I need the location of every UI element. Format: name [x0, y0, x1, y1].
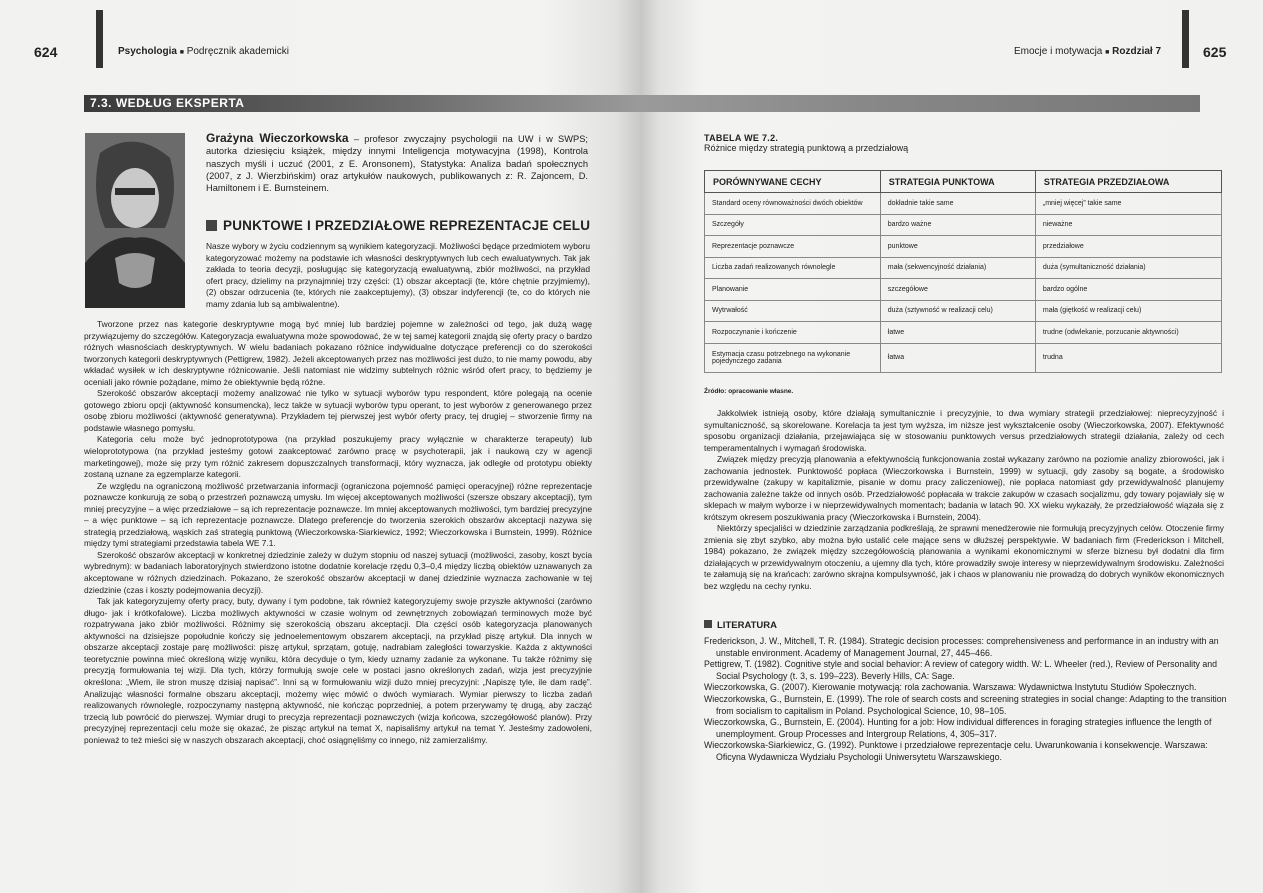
- running-head-subtitle: Podręcznik akademicki: [186, 46, 289, 57]
- table-cell: bardzo ogólne: [1035, 279, 1221, 301]
- table-cell: Standard oceny równoważności dwóch obiektów: [705, 193, 881, 215]
- reference-item: Pettigrew, T. (1982). Cognitive style and social behavior: A review of category width. W: L. Wheeler (red.), Review of Personality and Social Psychology (t. 3, s. 199–223). Beverly Hills, CA: Sage.: [704, 659, 1218, 681]
- table-cell: Rozpoczynanie i kończenie: [705, 322, 881, 344]
- table-cell: punktowe: [880, 236, 1035, 258]
- reference-item: Wieczorkowska, G., Burnstein, E. (2004). Hunting for a job: How individual differences in foraging strategies influence the length of unemployment. Group Processes and Intergroup Relations, 4, 305–317.: [704, 717, 1212, 739]
- table-row: [705, 193, 1222, 215]
- table-cell: Szczegóły: [705, 214, 881, 236]
- table-header-cell: STRATEGIA PRZEDZIAŁOWA: [1035, 171, 1221, 193]
- right-page: [640, 0, 1263, 893]
- table-row: [705, 322, 1222, 344]
- section-bar-continuation: [640, 95, 1200, 112]
- table-cell: trudne (odwlekanie, porzucanie aktywności): [1035, 322, 1221, 344]
- table-row: [705, 279, 1222, 301]
- table-label: TABELA WE 7.2.: [704, 133, 779, 143]
- body-paragraph: Związek między precyzją planowania a efektywnością funkcjonowania został wykazany zarówno na poziomie analizy zbiorowości, jak i zachowania jednostek. Punktowość popłaca (Wieczorkowska i Burnstein, 1999) w sytuacji, gdy zasoby są bogate, a środowisko przewidywalne (zakupy w kapitalizmie, pisanie w domu pracy zaliczeniowej), nie popłaca natomiast gdy przewidywalność planujemy zachowania zależne także od innych osób. Przedziałowość popłacała w trakcie zakupów w czasach socjalizmu, gdy towary pojawiały się w sklepach w małym wyborze i w nieprzewidywalnych momentach; badania w latach 90. XX wieku wykazały, że przedziałowość wiązała się z krótszym okresem poszukiwania pracy (Wieczorkowska i Burnstein, 2004).: [704, 454, 1224, 522]
- literature-heading: [704, 620, 777, 631]
- section-label: 7.3. WEDŁUG EKSPERTA: [84, 95, 640, 112]
- literature-heading-text: LITERATURA: [717, 620, 777, 631]
- table-cell: Liczba zadań realizowanych równolegle: [705, 257, 881, 279]
- author-name: Grażyna Wieczorkowska: [206, 131, 349, 145]
- table-source: Źródło: opracowanie własne.: [704, 388, 794, 395]
- table-cell: duża (sztywność w realizacji celu): [880, 300, 1035, 322]
- table-caption: [704, 133, 908, 153]
- running-head-title: Psychologia: [118, 46, 177, 57]
- right-body-text: [704, 408, 1224, 592]
- running-head-right: [1014, 46, 1161, 57]
- heading-square-icon: [206, 220, 217, 231]
- author-photo: [85, 133, 185, 308]
- table-cell: duża (symultaniczność działania): [1035, 257, 1221, 279]
- page-number-right: 625: [1203, 44, 1227, 60]
- table-cell: mała (giętkość w realizacji celu): [1035, 300, 1221, 322]
- comparison-table: [704, 170, 1222, 373]
- article-heading-text: PUNKTOWE I PRZEDZIAŁOWE REPREZENTACJE CELU: [223, 218, 591, 233]
- author-portrait-image: [85, 133, 185, 308]
- running-head-chapter-title: Emocje i motywacja: [1014, 46, 1103, 57]
- table-cell: dokładnie takie same: [880, 193, 1035, 215]
- table-cell: trudna: [1035, 343, 1221, 372]
- running-head-separator: ■: [1105, 49, 1110, 56]
- author-bio-text: – profesor zwyczajny psychologii na UW i w SWPS; autorka dziesięciu książek, między innymi Inteligencja motywacyjna (1998), Kontrola naszych myśli i uczuć (2001, z E. Aronsonem), Statystyka: Analiza badań społecznych (2007, z J. Wierzbińskim) oraz artykułów naukowych, publikowanych z: R. Zajoncem, D. Hamiltonem i E. Burnsteinem.: [206, 134, 589, 194]
- table-cell: łatwa: [880, 343, 1035, 372]
- table-header-cell: PORÓWNYWANE CECHY: [705, 171, 881, 193]
- reference-item: Wieczorkowska-Siarkiewicz, G. (1992). Punktowe i przedziałowe reprezentacje celu. Uwarunkowania i konsekwencje. Warszawa: Oficyna Wydawnicza Wydziału Psychologii Uniwersytetu Warszawskiego.: [704, 740, 1208, 762]
- body-paragraph: Jakkolwiek istnieją osoby, które działają symultanicznie i precyzyjnie, to dwa wymiary strategii przedziałowej: nieprecyzyjność i symultaniczność, są skorelowane. Korelacja ta jest tym wyższa, im niższe jest wykształcenie osoby (Wieczorkowska, 2007). Efektywność sposobu organizacji działania, przejawiająca się w stosowaniu punktowych versus przedziałowych strategii działania, zależy od cech temperamentalnych i wymagań środowiska.: [704, 408, 1224, 453]
- table-header-row: [705, 171, 1222, 193]
- table-row: [705, 300, 1222, 322]
- heading-square-icon: [704, 620, 712, 628]
- body-paragraph: Szerokość obszarów akceptacji możemy analizować nie tylko w sytuacji wyborów typu respondent, które polegają na ocenie gotowego zbioru opcji (aktywność konsumencka), lecz także w sytuacji wyborów typu operant, to jest wyborów z generowanego przez osobę zbioru możliwości (aktywność generatywna). Przykładem tej pierwszej jest wybór oferty pracy, tej drugiej – stworzenie firmy na podstawie własnego pomysłu.: [84, 388, 592, 433]
- body-paragraph: Tak jak kategoryzujemy oferty pracy, buty, dywany i tym podobne, tak również kategoryzujemy swoje przyszłe aktywności (zarówno długo- jak i krótkofalowe). Liczba możliwych aktywności w czasie wolnym od zewnętrznych zobowiązań terminowych może być rozpatrywana jako zbiór możliwości. Różnimy się szerokością obszaru akceptacji. Dla części osób kategoryzacja planowanych aktywności na dzisiejsze popołudnie kończy się jednoelementowym obszarem akceptacji, na przykład piszę artykuł. Dla innych w obszarze akceptacji zostaje parę możliwości: piszę artykuł, sprzątam, gotuję, nadrabiam zaległości towarzyskie. Każda z aktywności teoretycznie powinna mieć określoną wizję wyniku, która decyduje o tym, kiedy uznamy zadanie za wykonane. Tu także różnimy się precyzją formułowania tej wizji. Dla tych, którzy formułują swoje cele w postaci jasno określonych zadań, wizja jest precyzyjnie określona: „Wiem, ile stron muszę dzisiaj napisać”. Inni są w formułowaniu wizji dużo mniej precyzyjni: „Napiszę tyle, ile dam radę”. Analizując własności formalne obszaru akceptacji, możemy więc mówić o dwóch wymiarach. Wymiar pierwszy to liczba zadań realizowanych równolegle, rozpoczynamy następną aktywność, nie kończąc poprzedniej, a potem przerywamy tę drugą, aby zacząć trzecią lub powrócić do pierwszej. Wymiar drugi to precyzja reprezentacji poznawczych (wizja końcowa, szczegółowość planów). Przy precyzyjnej reprezentacji celu może się okazać, że pisząc artykuł na temat X, napisaliśmy artykuł na temat Y. Jesteśmy zadowoleni, ponieważ to też mieści się w naszych obszarach akceptacji, choć osiągnęliśmy co innego, niż zamierzaliśmy.: [84, 596, 592, 745]
- table-cell: Planowanie: [705, 279, 881, 301]
- table-row: [705, 343, 1222, 372]
- table-caption-text: Różnice między strategią punktową a przedziałową: [704, 143, 909, 153]
- header-rule-left: [96, 10, 103, 68]
- table-cell: bardzo ważne: [880, 214, 1035, 236]
- reference-item: Frederickson, J. W., Mitchell, T. R. (1984). Strategic decision processes: comprehensiveness and performance in an industry with an unstable environment. Academy of Management Journal, 27, 445–466.: [704, 636, 1219, 658]
- table-cell: Reprezentacje poznawcze: [705, 236, 881, 258]
- table-cell: mała (sekwencyjność działania): [880, 257, 1035, 279]
- table-cell: szczegółowe: [880, 279, 1035, 301]
- body-paragraph: Szerokość obszarów akceptacji w konkretnej dziedzinie zależy w dużym stopniu od naszej sytuacji (możliwości, zasoby, koszt bycia wybrednym): w badaniach laboratoryjnych stwierdzono istotne dodatnie korelacje rzędu 0,3–0,4 między liczbą obiektów uznawanych za akceptowane w różnych dziedzinach. Pokazano, że szerokość obszarów akceptacji w danej dziedzinie wyznacza zachowanie w tej dziedzinie (czas i koszty podejmowania decyzji).: [84, 549, 592, 595]
- table-row: [705, 214, 1222, 236]
- running-head-separator: ■: [179, 49, 184, 56]
- left-body-text: [84, 319, 592, 746]
- body-paragraph: Niektórzy specjaliści w dziedzinie zarządzania podkreślają, że sprawni menedżerowie nie formułują precyzyjnych celów. Otoczenie firmy zmienia się zbyt szybko, aby można było ustalić cele mające sens w dłuższej perspektywie. W badaniach firm (Frederickson i Mitchell, 1984) pokazano, że związek między szczegółowością planowania a wynikami ekonomicznymi w sferze biznesu był dodatni dla firm działających w przewidywalnym otoczeniu, a ujemny dla tych, które prowadziły swoje interesy w nieprzewidywalnym środowisku. Zależności te załamują się na krańcach: zarówno skrajna kompulsywność, jak i chaos w planowaniu nie prowadzą do dobrych wyników ekonomicznych bez względu na cechy rynku.: [704, 523, 1224, 591]
- table-cell: Estymacja czasu potrzebnego na wykonanie pojedynczego zadania: [705, 343, 881, 372]
- running-head-left: [118, 46, 289, 57]
- body-paragraph: Ze względu na ograniczoną możliwość przetwarzania informacji (ograniczona pojemność pamięci operacyjnej) różne reprezentacje poznawcze konkurują ze sobą o przestrzeń poznawczą umysłu. Im więcej akceptowanych możliwości (szersze obszary akceptacji), tym mniej precyzyjne – a więc przedziałowe – są ich reprezentacje poznawcze. Im mniej akceptowanych możliwości, tym bardziej precyzyjne – a więc punktowe – są ich reprezentacje poznawcze. Dlatego preferencje do tworzenia szerokich obszarów akceptacji nazywa się strategią przedziałową, wąskich zaś strategią punktową (Wieczorkowska-Siarkiewicz, 1992; Wieczorkowska i Burnstein, 1999). Różnice między tymi strategiami przedstawia tabela WE 7.1.: [84, 480, 592, 549]
- table-cell: przedziałowe: [1035, 236, 1221, 258]
- reference-item: Wieczorkowska, G., Burnstein, E. (1999). The role of search costs and screening strategies in social change: Adapting to the transition from socialism to capitalism in Poland. Psychological Science, 10, 98–105.: [704, 693, 1227, 716]
- page-number-left: 624: [34, 44, 58, 60]
- body-paragraph: Kategoria celu może być jednoprototypowa (na przykład poszukujemy pracy wyłącznie w charakterze terapeuty) lub wieloprototypowa (na przykład jesteśmy gotowi zaakceptować zarówno pracę w psychoterapii, jak i naukową czy w agencji marketingowej), może się przy tym różnić zakresem dopuszczalnych transformacji, który wyznacza, jak odległe od prototypu obiekty zostaną uznane za egzemplarze kategorii.: [84, 434, 592, 480]
- article-heading: [206, 218, 590, 233]
- table-row: [705, 257, 1222, 279]
- running-head-chapter: Rozdział 7: [1112, 46, 1162, 57]
- table-header-cell: STRATEGIA PUNKTOWA: [880, 171, 1035, 193]
- intro-paragraph: Nasze wybory w życiu codziennym są wynikiem kategoryzacji. Możliwości będące przedmiotem wyboru kategoryzować możemy na podstawie ich własności deskryptywnych lub cech ewaluatywnych. Tak jak zakłada to teoria decyzji, posługując się kategoryzacją ewaluatywną, zbiór możliwości, na przykład ofert pracy, dzielimy na przynajmniej trzy części: (1) obszar akceptacji (te, które chętnie przyjmiemy), (2) obszar odrzucenia (te, których nie zaakceptujemy), (3) obszar indyferencji (te, co do których nie mamy zdania lub są ambiwalentne).: [206, 241, 590, 309]
- reference-list: [704, 636, 1228, 764]
- body-paragraph: Tworzone przez nas kategorie deskryptywne mogą być mniej lub bardziej pojemne w zależności od tego, jak dużą wagę przywiązujemy do szczegółów. Kategoryzacja ewaluatywna może spowodować, że w tej samej kategorii znajdą się oferty pracy o bardzo różnych własnościach deskryptywnych. W wielu badaniach pokazano różnice indywidualne dotyczące preferencji co do szerokości tworzonych kategorii deskryptywnych (Pettigrew, 1982). Jeżeli akceptowanych przez nas możliwości jest dużo, to nie mamy powodu, aby wkładać wysiłek w ich deskryptywne różnicowanie. Jeśli natomiast nie widzimy subtelnych różnic wśród ofert pracy, to będziemy je oceniali jako równie pożądane, mimo że obiektywnie będą różne.: [84, 319, 592, 387]
- author-bio: [206, 132, 588, 194]
- reference-item: Wieczorkowska, G. (2007). Kierowanie motywacją: rola zachowania. Warszawa: Wydawnictwa Instytutu Studiów Społecznych.: [704, 682, 1197, 693]
- table-cell: nieważne: [1035, 214, 1221, 236]
- header-rule-right: [1182, 10, 1189, 68]
- table-cell: Wytrwałość: [705, 300, 881, 322]
- table-row: [705, 236, 1222, 258]
- table-cell: „mniej więcej” takie same: [1035, 193, 1221, 215]
- table-cell: łatwe: [880, 322, 1035, 344]
